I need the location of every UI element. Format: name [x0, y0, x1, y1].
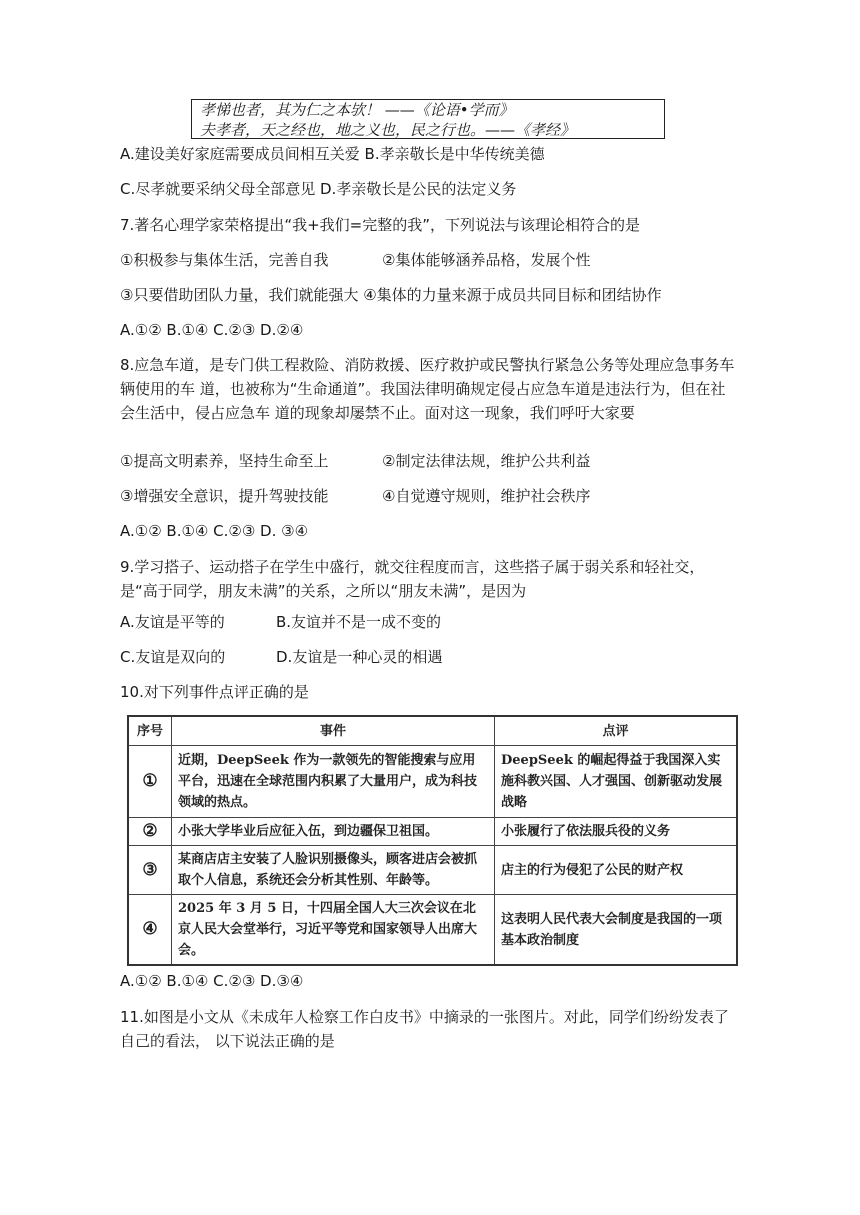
- q7-statement-2: ②集体能够涵养品格，发展个性: [382, 251, 591, 269]
- row-number: ②: [128, 818, 172, 846]
- q10-answers: A.①② B.①④ C.②③ D.③④: [120, 972, 304, 990]
- row-event: 2025 年 3 月 5 日，十四届全国人大三次会议在北京人民大会堂举行，习近平等党和国家领导人出席大会。: [172, 895, 495, 966]
- table-header-row: [128, 716, 737, 746]
- q10-stem: 10.对下列事件点评正确的是: [120, 683, 309, 701]
- q6-options-ab: A.建设美好家庭需要成员间相互关爱 B.孝亲敬长是中华传统美德: [120, 145, 545, 163]
- row-event: 小张大学毕业后应征入伍，到边疆保卫祖国。: [172, 818, 495, 846]
- q9-stem: 9.学习搭子、运动搭子在学生中盛行，就交往程度而言，这些搭子属于弱关系和轻社交，是“高于同学，朋友未满”的关系，之所以“朋友未满”，是因为: [120, 558, 705, 600]
- row-event: 近期，DeepSeek 作为一款领先的智能搜索与应用平台，迅速在全球范围内积累了大量用户，成为科技领域的热点。: [172, 746, 495, 818]
- row-number: ③: [128, 846, 172, 895]
- q8-statement-3: ③增强安全意识，提升驾驶技能: [120, 487, 329, 505]
- row-comment: 店主的行为侵犯了公民的财产权: [495, 846, 738, 895]
- q9-option-a: A.友谊是平等的: [120, 613, 225, 631]
- q8-answers: A.①② B.①④ C.②③ D. ③④: [120, 522, 309, 540]
- quote-line-2: 夫孝者，天之经也，地之义也，民之行也。——《孝经》: [200, 121, 576, 139]
- q8-stem: 8.应急车道，是专门供工程救险、消防救援、医疗救护或民警执行紧急公务等处理应急事务车辆使用的车 道，也被称为“生命通道”。我国法律明确规定侵占应急车道是违法行为，但在社会生活中，侵占应急车 道的现象却屡禁不止。面对这一现象，我们呼吁大家要: [120, 356, 735, 422]
- q7-statement-1: ①积极参与集体生活，完善自我: [120, 251, 329, 269]
- q7-stem: 7.著名心理学家荣格提出“我+我们=完整的我”，下列说法与该理论相符合的是: [120, 216, 640, 234]
- header-event: 事件: [172, 716, 495, 746]
- table-row: [128, 846, 737, 895]
- row-number: ④: [128, 895, 172, 966]
- q9-option-b: B.友谊并不是一成不变的: [276, 613, 442, 631]
- row-event: 某商店店主安装了人脸识别摄像头，顾客进店会被抓取个人信息，系统还会分析其性别、年龄等。: [172, 846, 495, 895]
- header-comment: 点评: [495, 716, 738, 746]
- quote-line-1: 孝悌也者，其为仁之本欤！ ——《论语•学而》: [200, 101, 514, 119]
- q11-stem: 11.如图是小文从《未成年人检察工作白皮书》中摘录的一张图片。对此，同学们纷纷发表了自己的看法， 以下说法正确的是: [120, 1008, 729, 1050]
- q8-statement-1: ①提高文明素养，坚持生命至上: [120, 452, 329, 470]
- q7-statements-3-4: ③只要借助团队力量，我们就能强大 ④集体的力量来源于成员共同目标和团结协作: [120, 286, 662, 304]
- table-row: [128, 818, 737, 846]
- quote-box: [191, 99, 665, 139]
- table-row: [128, 746, 737, 818]
- row-number: ①: [128, 746, 172, 818]
- row-comment: 这表明人民代表大会制度是我国的一项基本政治制度: [495, 895, 738, 966]
- q7-answers: A.①② B.①④ C.②③ D.②④: [120, 321, 304, 339]
- q8-statement-4: ④自觉遵守规则，维护社会秩序: [382, 487, 591, 505]
- q9-option-c: C.友谊是双向的: [120, 648, 226, 666]
- row-comment: DeepSeek 的崛起得益于我国深入实施科教兴国、人才强国、创新驱动发展战略: [495, 746, 738, 818]
- events-table: [127, 715, 738, 966]
- q6-options-cd: C.尽孝就要采纳父母全部意见 D.孝亲敬长是公民的法定义务: [120, 180, 517, 198]
- header-number: 序号: [128, 716, 172, 746]
- table-row: [128, 895, 737, 966]
- q8-statement-2: ②制定法律法规，维护公共利益: [382, 452, 591, 470]
- row-comment: 小张履行了依法服兵役的义务: [495, 818, 738, 846]
- q9-option-d: D.友谊是一种心灵的相遇: [276, 648, 443, 666]
